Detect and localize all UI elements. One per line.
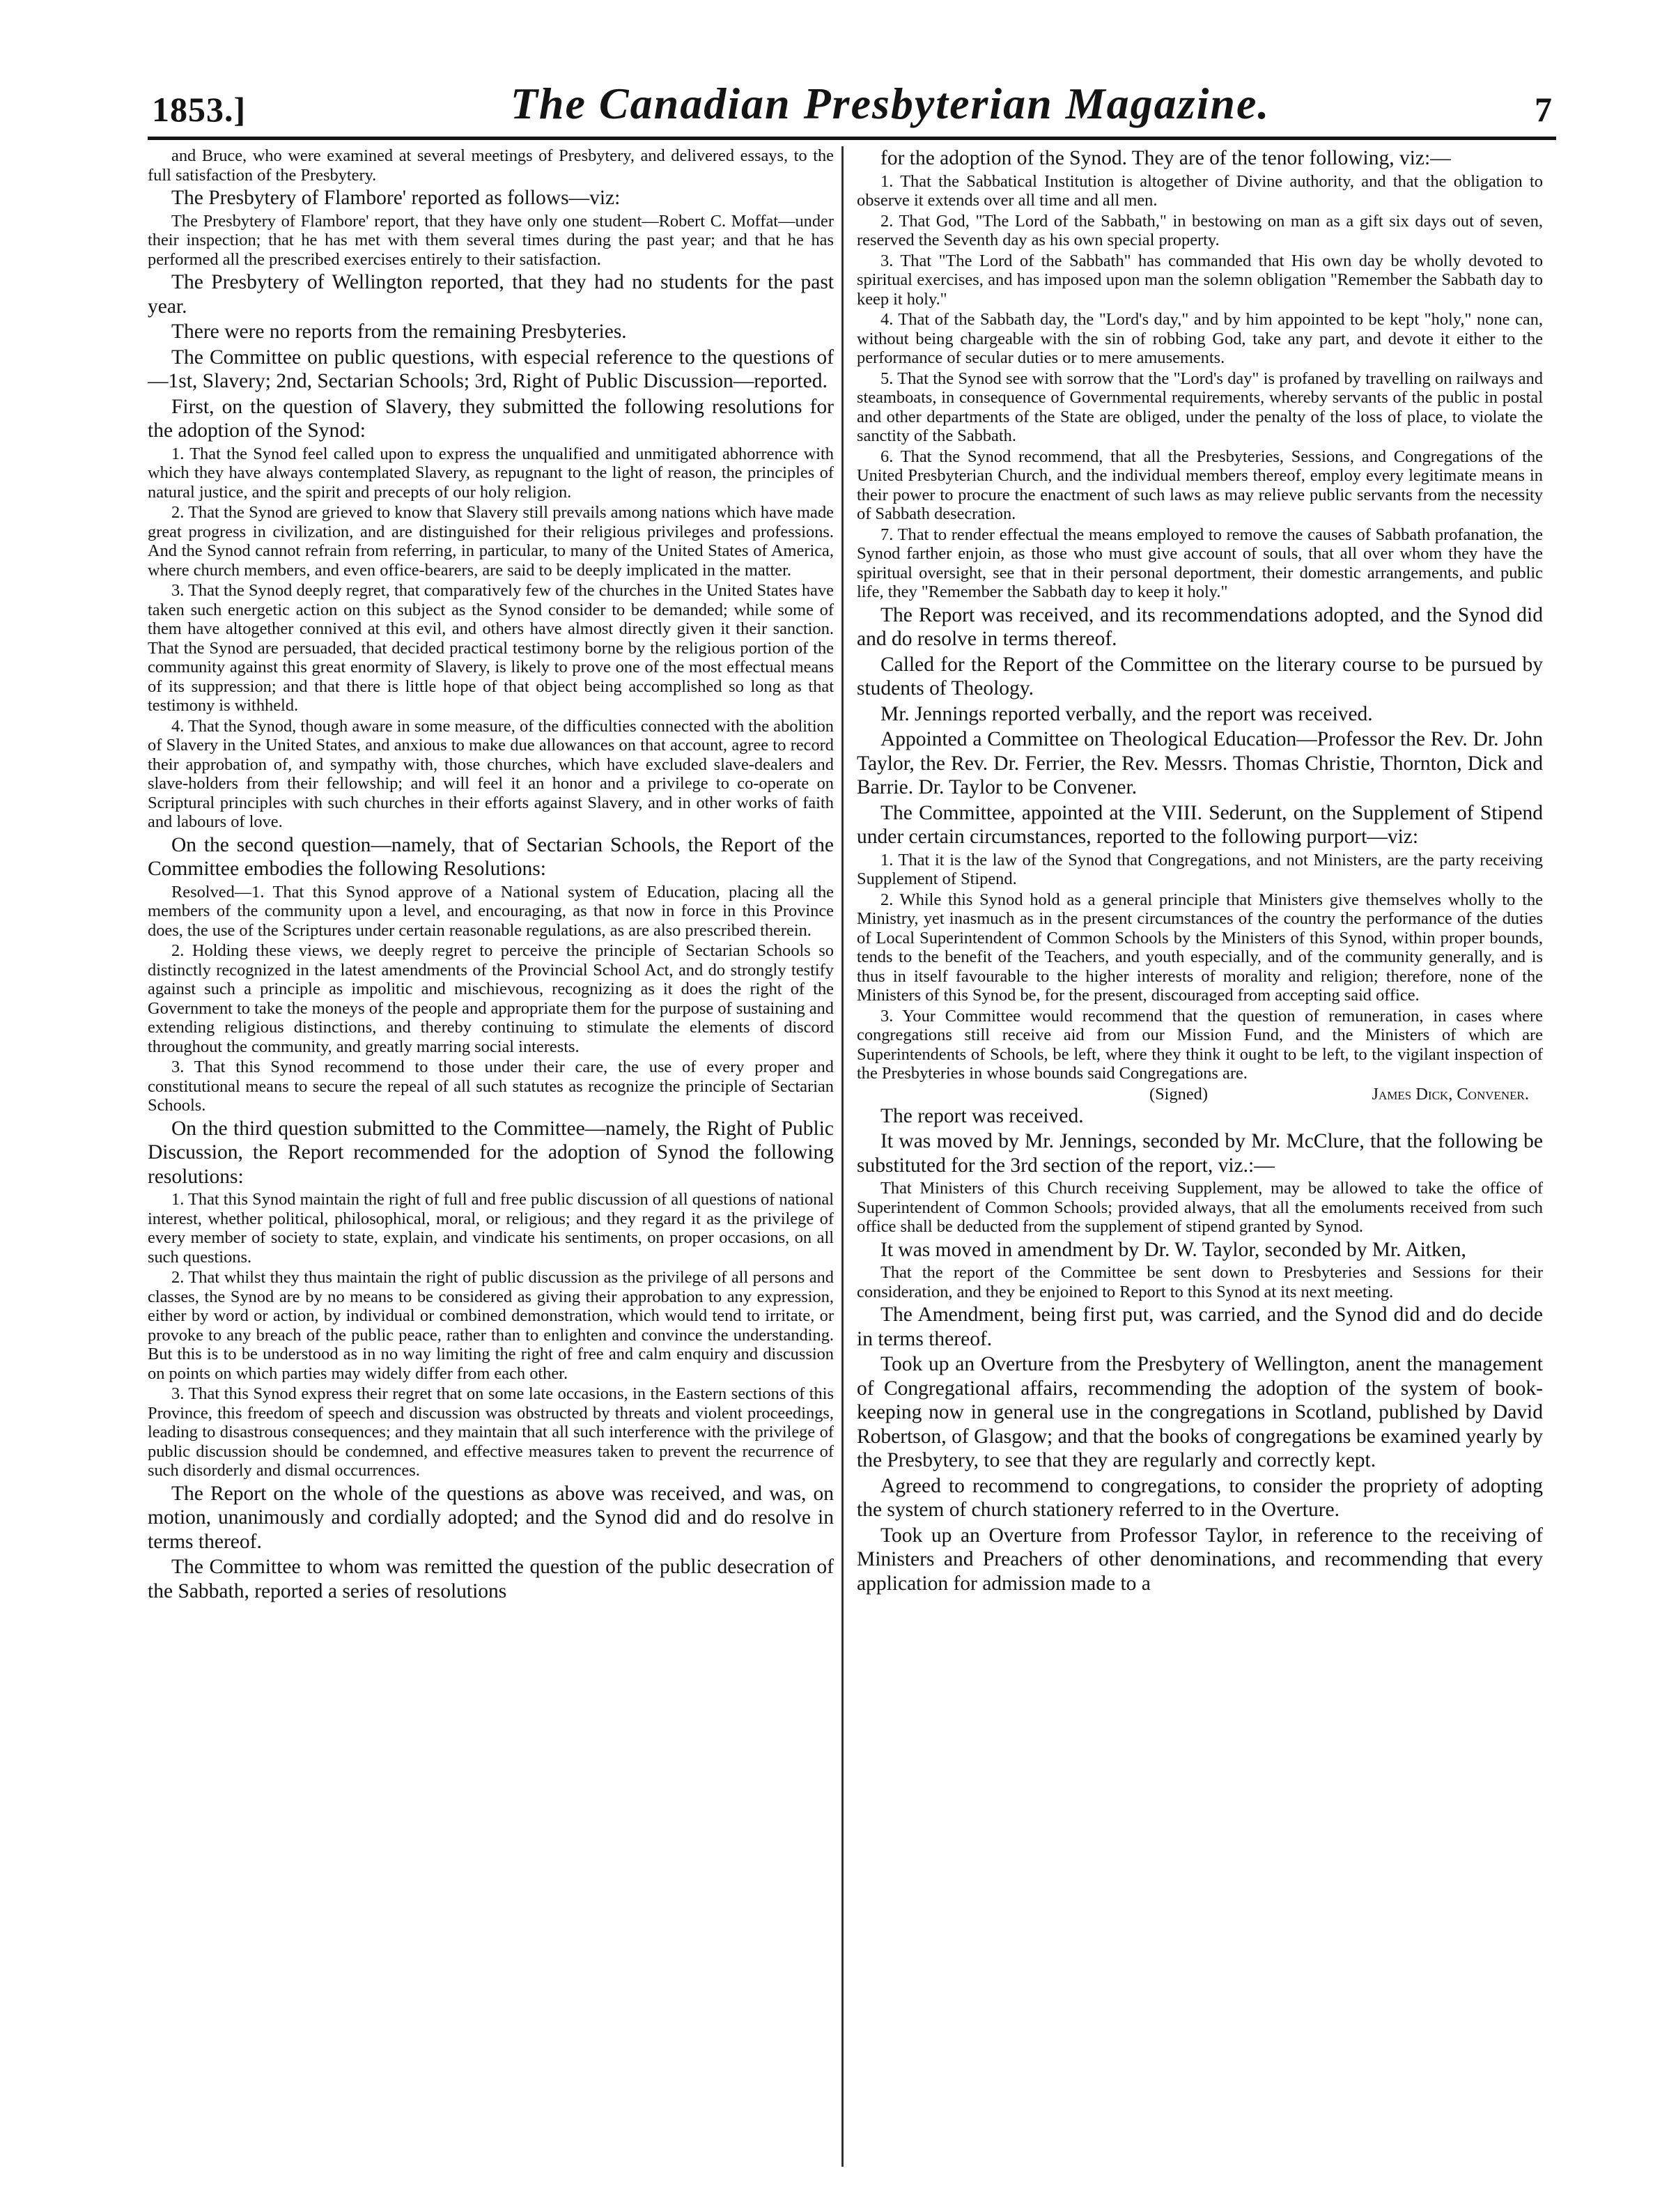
text-paragraph: Called for the Report of the Committee on the literary course to be pursued by students of Theology.: [857, 653, 1543, 699]
right-column: [857, 146, 1543, 2198]
text-paragraph: 2. That the Synod are grieved to know that Slavery still prevails among nations which have made great progress in civilization, and are distinguished for their religious privileges and professions. And the Synod cannot refrain from referring, in particular, to many of the United States of America, where church members, and even office-bearers, are said to be deeply implicated in the matter.: [148, 503, 834, 580]
signature-line: [857, 1085, 1543, 1104]
text-paragraph: 1. That this Synod maintain the right of full and free public discussion of all questions of national interest, whether political, philosophical, moral, or religious; and they regard it as the privilege of every member of society to state, explain, and vindicate his sentiments, on proper occasions, on all such questions.: [148, 1190, 834, 1267]
text-paragraph: Resolved—1. That this Synod approve of a National system of Education, placing all the members of the community upon a level, and encouraging, as that now in force in this Province does, the use of the Scriptures under certain reasonable regulations, as are also prescribed therein.: [148, 882, 834, 940]
header-rule: [148, 137, 1556, 140]
text-paragraph: There were no reports from the remaining Presbyteries.: [171, 320, 627, 343]
text-paragraph: 2. That whilst they thus maintain the right of public discussion as the privilege of all persons and classes, the Synod are by no means to be considered as giving their approbation to any expression, either by word or action, by individual or combined demonstration, which would tend to irritate, or provoke to any breach of the public peace, rather than to enlighten and convince the understanding. But this is to be understood as in no way limiting the right of free and calm enquiry and discussion on points on which parties may widely differ from each other.: [148, 1268, 834, 1383]
text-paragraph: 4. That the Synod, though aware in some measure, of the difficulties connected with the abolition of Slavery in the United States, and anxious to make due allowances on that account, agree to record their approbation of, and sympathy with, those churches, which have excluded slave-dealers and slave-holders from their fellowship; and will feel it an honor and a privilege to co-operate on Scriptural principles with such churches in their efforts against Slavery, and in other works of faith and labours of love.: [148, 716, 834, 831]
text-paragraph: The Report on the whole of the questions as above was received, and was, on motion, unanimously and cordially adopted; and the Synod did and do resolve in terms thereof.: [148, 1482, 834, 1553]
text-paragraph: 2. Holding these views, we deeply regret to perceive the principle of Sectarian Schools so distinctly recognized in the latest amendments of the Provincial School Act, and do strongly testify against such a principle as impolitic and mischievous, recognizing as it does the right of the Government to take the moneys of the people and appropriate them for the purpose of sustaining and extending religious distinctions, and thereby continuing to stimulate the elements of discord throughout the community, and greatly marring social interests.: [148, 941, 834, 1056]
text-paragraph: The report was received.: [880, 1104, 1084, 1127]
text-paragraph: 6. That the Synod recommend, that all the Presbyteries, Sessions, and Congregations of the United Presbyterian Church, and the individual members thereof, employ every legitimate means in their power to procure the enactment of such laws as may relieve public servants from the necessity of Sabbath desecration.: [857, 447, 1543, 523]
text-paragraph: for the adoption of the Synod. They are of the tenor following, viz:—: [880, 147, 1451, 169]
text-paragraph: 5. That the Synod see with sorrow that the "Lord's day" is profaned by travelling on railways and steamboats, in consequence of Governmental requirements, whereby servants of the public in postal and other departments of the State are obliged, under the penalty of the loss of place, to violate the sanctity of the Sabbath.: [857, 369, 1543, 445]
text-paragraph: The Amendment, being first put, was carried, and the Synod did and do decide in terms thereof.: [857, 1304, 1543, 1350]
signature-label: (Signed): [1149, 1084, 1208, 1104]
text-paragraph: Appointed a Committee on Theological Education—Professor the Rev. Dr. John Taylor, the Rev. Dr. Ferrier, the Rev. Messrs. Thomas Christie, Thornton, Dick and Barrie. Dr. Taylor to be Convener.: [857, 728, 1543, 798]
text-paragraph: 7. That to render effectual the means employed to remove the causes of Sabbath profanation, the Synod farther enjoin, as those who must give account of souls, that all over whom they have the spiritual oversight, see that in their personal deportment, their domestic arrangements, and public life, they "Remember the Sabbath day to keep it holy.": [857, 525, 1543, 601]
text-paragraph: 1. That the Synod feel called upon to express the unqualified and unmitigated abhorrence with which they have always contemplated Slavery, as repugnant to the light of reason, the principles of natural justice, and the spirit and precepts of our holy religion.: [148, 444, 834, 502]
text-paragraph: That the report of the Committee be sent down to Presbyteries and Sessions for their consideration, and they be enjoined to Report to this Synod at its next meeting.: [857, 1263, 1543, 1301]
text-paragraph: Mr. Jennings reported verbally, and the report was received.: [880, 702, 1373, 725]
text-paragraph: The Report was received, and its recommendations adopted, and the Synod did and do resolve in terms thereof.: [857, 603, 1543, 650]
text-paragraph: 3. Your Committee would recommend that the question of remuneration, in cases where congregations still receive aid from our Mission Fund, and the Ministers of which are Superintendents of Schools, be left, where they think it ought to be left, to the vigilant inspection of the Presbyteries in whose bounds said Congregations are.: [857, 1006, 1543, 1083]
text-paragraph: The Presbytery of Flambore' report, that they have only one student—Robert C. Moffat—under their inspection; that he has met with them several times during the past year; and that he has performed all the prescribed exercises entirely to their satisfaction.: [148, 211, 834, 269]
text-paragraph: 2. That God, "The Lord of the Sabbath," in bestowing on man as a gift six days out of seven, reserved the Seventh day as his own special property.: [857, 211, 1543, 249]
column-divider: [841, 146, 844, 2167]
text-paragraph: 3. That this Synod recommend to those under their care, the use of every proper and constitutional means to secure the repeal of all such statutes as recognize the principle of Sectarian Schools.: [148, 1058, 834, 1115]
page-header: [152, 67, 1552, 130]
text-paragraph: Took up an Overture from Professor Taylor, in reference to the receiving of Ministers and Preachers of other denominations, and recommending that every application for admission made to a: [857, 1524, 1543, 1595]
header-title: The Canadian Presbyterian Magazine.: [510, 79, 1271, 128]
text-paragraph: The Committee, appointed at the VIII. Sederunt, on the Supplement of Stipend under certain circumstances, reported to the following purport—viz:: [857, 801, 1543, 848]
signature-name: James Dick, Convener.: [1372, 1084, 1529, 1104]
left-column: [148, 146, 834, 2198]
text-paragraph: The Committee to whom was remitted the question of the public desecration of the Sabbath, reported a series of resolutions: [148, 1556, 834, 1602]
text-paragraph: Took up an Overture from the Presbytery of Wellington, anent the management of Congregational affairs, recommending the adoption of the system of book-keeping now in general use in the congregations in Scotland, published by David Robertson, of Glasgow; and that the books of congregations be examined yearly by the Presbytery, to see that they are regularly and correctly kept.: [857, 1353, 1543, 1471]
text-paragraph: 3. That this Synod express their regret that on some late occasions, in the Eastern sections of this Province, this freedom of speech and discussion was obstructed by threats and violent proceedings, leading to disastrous consequences; and they maintain that all such interference with the privilege of public discussion should be condemned, and effective measures taken to prevent the recurrence of such disorderly and dismal occurrences.: [148, 1384, 834, 1480]
text-paragraph: 3. That "The Lord of the Sabbath" has commanded that His own day be wholly devoted to spiritual exercises, and has imposed upon man the solemn obligation "Remember the Sabbath day to keep it holy.": [857, 251, 1543, 309]
text-paragraph: 1. That the Sabbatical Institution is altogether of Divine authority, and that the obligation to observe it extends over all time and all men.: [857, 171, 1543, 210]
text-paragraph: The Committee on public questions, with especial reference to the questions of—1st, Slavery; 2nd, Sectarian Schools; 3rd, Right of Public Discussion—reported.: [148, 346, 834, 392]
text-paragraph: It was moved by Mr. Jennings, seconded by Mr. McClure, that the following be substituted for the 3rd section of the report, viz.:—: [857, 1130, 1543, 1177]
text-paragraph: First, on the question of Slavery, they submitted the following resolutions for the adoption of the Synod:: [148, 395, 834, 442]
text-paragraph: 4. That of the Sabbath day, the "Lord's day," and by him appointed to be kept "holy," none can, without being chargeable with the sin of robbing God, take any part, and devote it either to the performance of secular duties or to mere amusements.: [857, 310, 1543, 367]
text-paragraph: The Presbytery of Wellington reported, that they had no students for the past year.: [148, 271, 834, 318]
text-paragraph: Agreed to recommend to congregations, to consider the propriety of adopting the system of church stationery referred to in the Overture.: [857, 1474, 1543, 1521]
text-paragraph: It was moved in amendment by Dr. W. Taylor, seconded by Mr. Aitken,: [880, 1238, 1466, 1261]
text-paragraph: 1. That it is the law of the Synod that Congregations, and not Ministers, are the party receiving Supplement of Stipend.: [857, 850, 1543, 888]
header-page-number: 7: [1535, 90, 1552, 129]
text-paragraph: and Bruce, who were examined at several meetings of Presbytery, and delivered essays, to the full satisfaction of the Presbytery.: [148, 146, 834, 185]
text-paragraph: On the second question—namely, that of Sectarian Schools, the Report of the Committee embodies the following Resolutions:: [148, 833, 834, 880]
text-paragraph: That Ministers of this Church receiving Supplement, may be allowed to take the office of Superintendent of Common Schools; provided always, that all the emoluments received from such office shall be deducted from the supplement of stipend granted by Synod.: [857, 1179, 1543, 1236]
text-paragraph: On the third question submitted to the Committee—namely, the Right of Public Discussion, the Report recommended for the adoption of Synod the following resolutions:: [148, 1117, 834, 1188]
text-paragraph: 3. That the Synod deeply regret, that comparatively few of the churches in the United States have taken such energetic action on this subject as the Synod consider to be demanded; while some of them have altogether connived at this evil, and others have almost directly given it their sanction. That the Synod are persuaded, that decided practical testimony borne by the religious portion of the community against this great enormity of Slavery, is likely to prove one of the most effectual means of its suppression; and that there is little hope of that object being accomplished so long as that testimony is withheld.: [148, 581, 834, 715]
text-paragraph: The Presbytery of Flambore' reported as follows—viz:: [171, 187, 621, 209]
header-year: 1853.]: [152, 90, 247, 129]
text-paragraph: 2. While this Synod hold as a general principle that Ministers give themselves wholly to the Ministry, yet inasmuch as in the present circumstances of the country the performance of the duties of Local Superintendent of Common Schools by the Ministers of this Synod, within proper bounds, tends to the benefit of the Teachers, and youth especially, and of the community generally, and is thus in itself favourable to the higher interests of morality and religion; therefore, none of the Ministers of this Synod be, for the present, discouraged from accepting said office.: [857, 890, 1543, 1005]
